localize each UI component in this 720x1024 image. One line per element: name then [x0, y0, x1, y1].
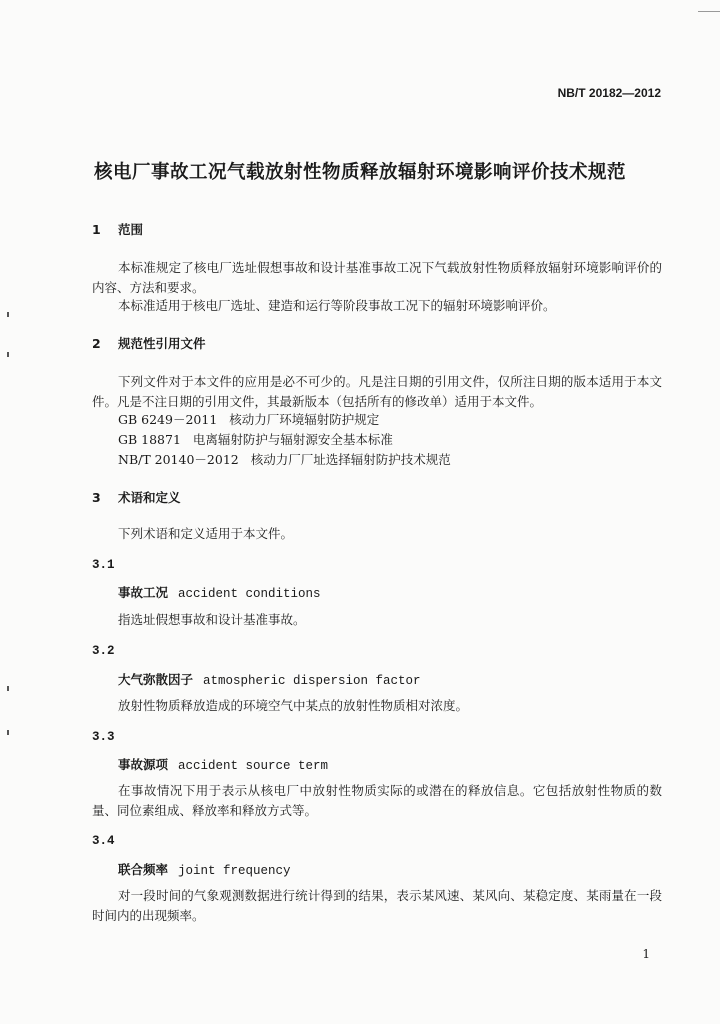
section-title: 术语和定义 [118, 490, 181, 505]
term-heading [118, 670, 421, 688]
reference-code: GB 6249－2011 [118, 412, 218, 427]
section-number: 3 [92, 490, 101, 505]
scan-mark [7, 352, 9, 357]
scan-mark [7, 686, 9, 691]
scan-mark [7, 730, 9, 735]
section-title: 范围 [118, 222, 144, 237]
reference-title: 核动力厂环境辐射防护规定 [229, 412, 380, 427]
term-number: 3.1 [92, 558, 115, 572]
term-number: 3.3 [92, 730, 115, 744]
reference-code: NB/T 20140－2012 [118, 452, 239, 467]
scope-paragraph-2: 本标准适用于核电厂选址、建造和运行等阶段事故工况下的辐射环境影响评价。 [118, 298, 556, 313]
scan-corner-line [698, 11, 720, 12]
reference-title: 核动力厂厂址选择辐射防护技术规范 [250, 452, 451, 467]
reference-code: GB 18871 [118, 432, 181, 447]
term-definition: 指选址假想事故和设计基准事故。 [118, 612, 306, 627]
reference-item [118, 410, 379, 430]
reference-title: 电离辐射防护与辐射源安全基本标准 [192, 432, 393, 447]
section-2-heading [92, 334, 206, 352]
term-name-en: accident conditions [178, 587, 321, 601]
term-heading [118, 755, 328, 773]
term-name-en: atmospheric dispersion factor [203, 674, 421, 688]
section-3-heading [92, 488, 181, 506]
standard-code: NB/T 20182—2012 [557, 86, 661, 100]
section-title: 规范性引用文件 [118, 336, 206, 351]
references-intro: 下列文件对于本文件的应用是必不可少的。凡是注日期的引用文件，仅所注日期的版本适用于本文件。凡是不注日期的引用文件，其最新版本（包括所有的修改单）适用于本文件。 [92, 374, 662, 409]
terms-intro: 下列术语和定义适用于本文件。 [118, 526, 294, 541]
term-name-zh: 事故工况 [118, 585, 169, 600]
term-number: 3.2 [92, 644, 115, 658]
term-name-zh: 大气弥散因子 [118, 672, 194, 687]
term-definition: 放射性物质释放造成的环境空气中某点的放射性物质相对浓度。 [118, 698, 469, 713]
document-title: 核电厂事故工况气载放射性物质释放辐射环境影响评价技术规范 [93, 162, 626, 183]
reference-item [118, 450, 451, 470]
scan-mark [7, 312, 9, 317]
term-heading [118, 860, 291, 878]
page-number: 1 [642, 947, 650, 961]
section-number: 1 [92, 222, 101, 237]
term-heading [118, 583, 321, 601]
section-1-heading [92, 220, 143, 238]
section-number: 2 [92, 336, 101, 351]
term-name-en: joint frequency [178, 864, 291, 878]
scope-paragraph-1: 本标准规定了核电厂选址假想事故和设计基准事故工况下气载放射性物质释放辐射环境影响评价的内容、方法和要求。 [92, 260, 662, 295]
term-name-zh: 联合频率 [118, 862, 169, 877]
term-definition: 在事故情况下用于表示从核电厂中放射性物质实际的或潜在的释放信息。它包括放射性物质的数量、同位素组成、释放率和释放方式等。 [92, 783, 662, 818]
term-name-en: accident source term [178, 759, 329, 773]
term-number: 3.4 [92, 834, 115, 848]
term-definition: 对一段时间的气象观测数据进行统计得到的结果，表示某风速、某风向、某稳定度、某雨量在一段时间内的出现频率。 [92, 888, 662, 923]
term-name-zh: 事故源项 [118, 757, 169, 772]
reference-item [118, 430, 393, 450]
